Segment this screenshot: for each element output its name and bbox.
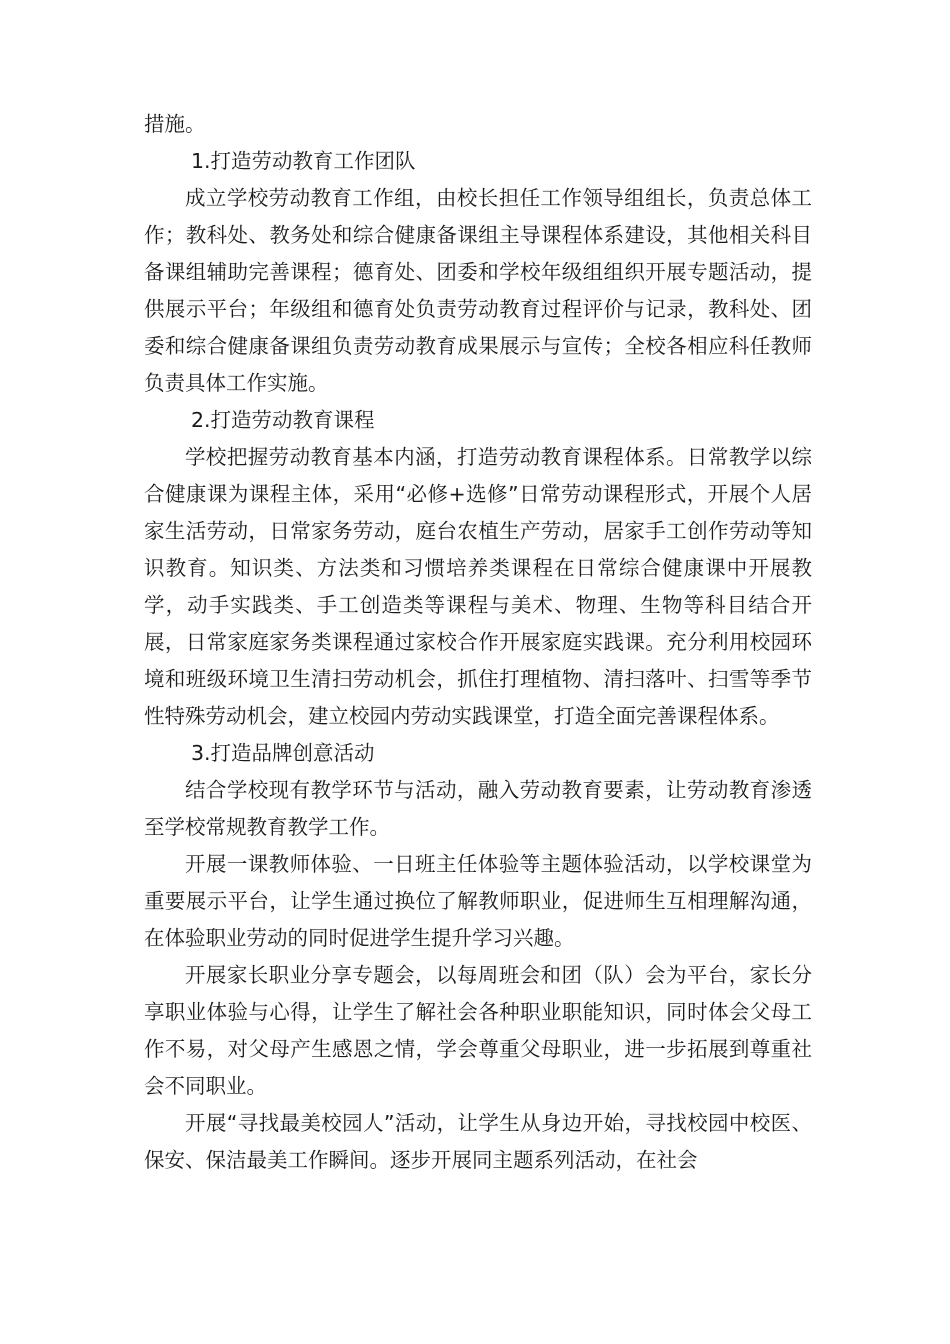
- body-paragraph: 成立学校劳动教育工作组，由校长担任工作领导组组长，负责总体工作；教科处、教务处和综合健康备课组主导课程体系建设，其他相关科目备课组辅助完善课程；德育处、团委和学校年级组组织开展专题活动，提供展示平台；年级组和德育处负责劳动教育过程评价与记录，教科处、团委和综合健康备课组负责劳动教育成果展示与宣传；全校各相应科任教师负责具体工作实施。: [144, 186, 812, 395]
- section-heading-2: 2.打造劳动教育课程: [191, 408, 375, 432]
- section-heading-3: 3.打造品牌创意活动: [191, 741, 375, 765]
- body-paragraph: 结合学校现有教学环节与活动，融入劳动教育要素，让劳动教育渗透至学校常规教育教学工作。: [144, 778, 812, 839]
- section-heading-1: 1.打造劳动教育工作团队: [191, 149, 416, 173]
- continuation-text: 措施。: [144, 112, 206, 136]
- document-page: [144, 106, 812, 1179]
- body-paragraph: 开展“寻找最美校园人”活动，让学生从身边开始，寻找校园中校医、保安、保洁最美工作瞬间。逐步开展同主题系列活动，在社会: [144, 1111, 812, 1172]
- body-paragraph: 开展一课教师体验、一日班主任体验等主题体验活动，以学校课堂为重要展示平台，让学生通过换位了解教师职业，促进师生互相理解沟通，在体验职业劳动的同时促进学生提升学习兴趣。: [144, 852, 812, 950]
- body-paragraph: 开展家长职业分享专题会，以每周班会和团（队）会为平台，家长分享职业体验与心得，让学生了解社会各种职业职能知识，同时体会父母工作不易，对父母产生感恩之情，学会尊重父母职业，进一步拓展到尊重社会不同职业。: [144, 963, 812, 1098]
- body-paragraph: 学校把握劳动教育基本内涵，打造劳动教育课程体系。日常教学以综合健康课为课程主体，采用“必修+选修”日常劳动课程形式，开展个人居家生活劳动，日常家务劳动，庭台农植生产劳动，居家手工创作劳动等知识教育。知识类、方法类和习惯培养类课程在日常综合健康课中开展教学，动手实践类、手工创造类等课程与美术、物理、生物等科目结合开展，日常家庭家务类课程通过家校合作开展家庭实践课。充分利用校园环境和班级环境卫生清扫劳动机会，抓住打理植物、清扫落叶、扫雪等季节性特殊劳动机会，建立校园内劳动实践课堂，打造全面完善课程体系。: [144, 445, 812, 728]
